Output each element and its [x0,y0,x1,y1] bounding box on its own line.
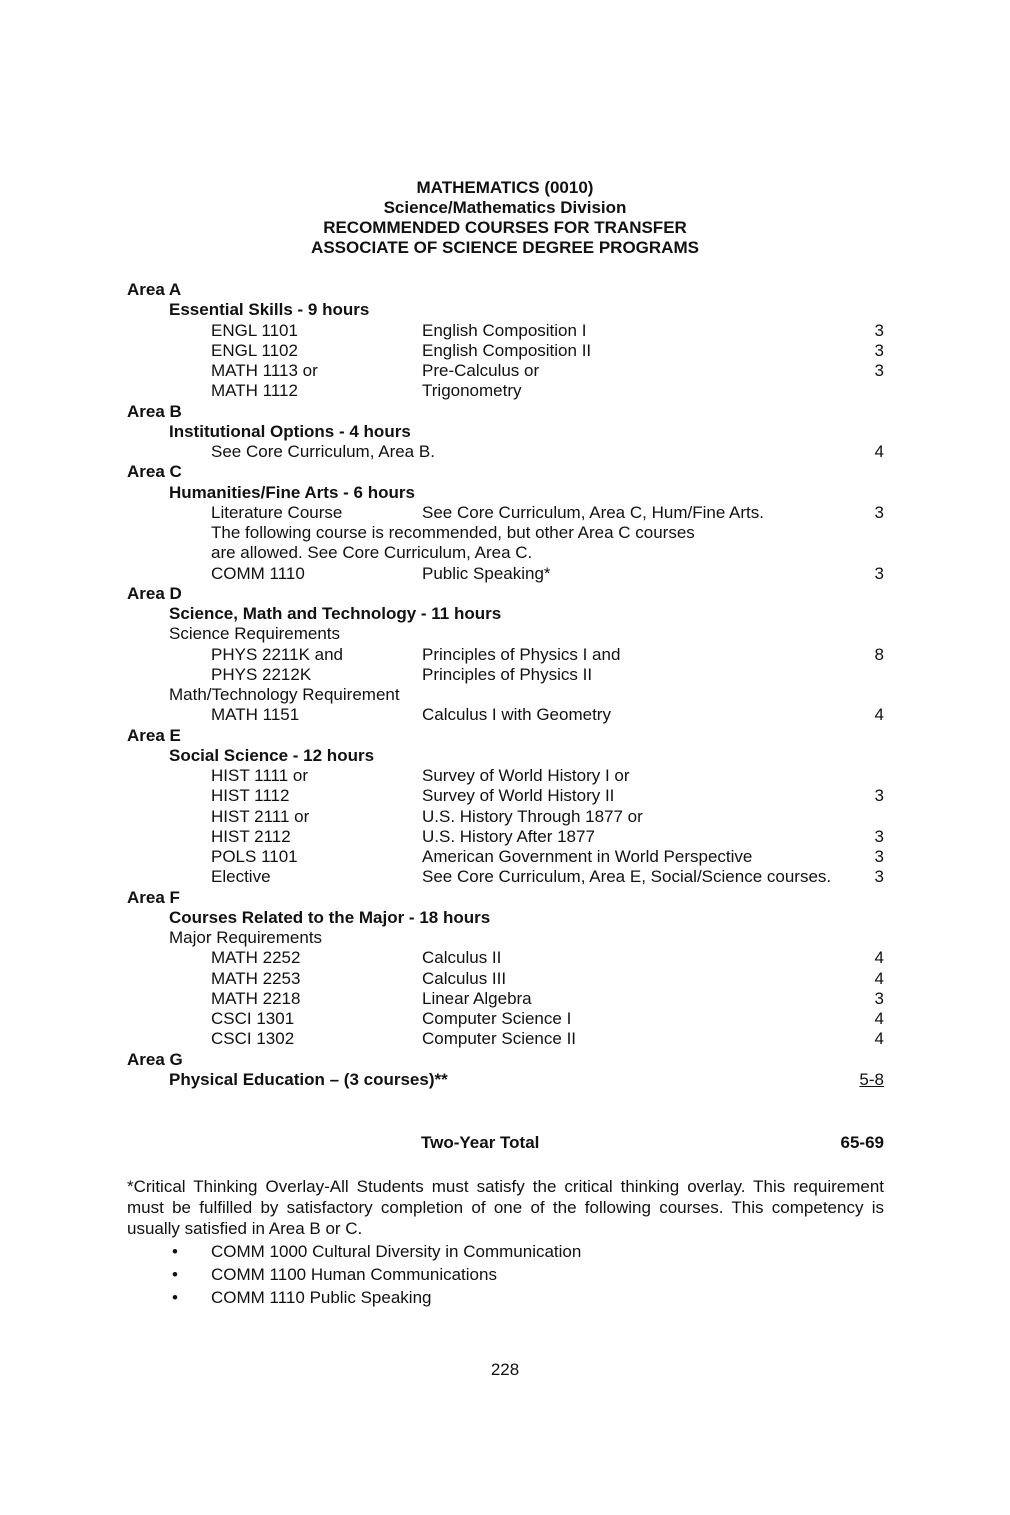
credit-hours: 8 [874,644,884,664]
credit-hours: 4 [874,948,884,968]
area-heading: Area G [127,1049,183,1069]
course-row [127,381,887,401]
course-code: Elective [211,867,271,887]
note-row [127,442,887,462]
course-row [127,867,887,887]
credit-hours: 3 [874,826,884,846]
course-row [127,361,887,381]
course-title: Computer Science I [422,1009,572,1028]
course-title: Survey of World History II [422,786,615,806]
credit-hours: 4 [874,1029,884,1049]
note-row [127,543,887,563]
bullet-icon: • [172,1265,178,1284]
bullet-icon: • [172,1242,178,1261]
credit-hours: 4 [874,968,884,988]
area-heading: Area F [127,887,180,907]
section-heading: Courses Related to the Major - 18 hours [169,907,491,927]
course-code: HIST 2111 or [211,806,310,826]
course-row [127,564,887,584]
credit-hours: 3 [874,867,884,887]
course-row [127,989,887,1009]
course-title: American Government in World Perspective [422,847,753,866]
course-code: MATH 2253 [211,968,301,988]
bullet-item [127,1240,884,1263]
course-row [127,827,887,847]
section-heading: Institutional Options - 4 hours [169,421,411,441]
credit-hours: 3 [874,847,884,866]
recommended-courses-heading: RECOMMENDED COURSES FOR TRANSFER [323,218,687,237]
credit-hours: 3 [874,340,884,360]
course-code: HIST 1111 or [211,766,309,785]
bullet-list [127,1240,884,1309]
course-title: U.S. History After 1877 [422,826,595,846]
course-title: Principles of Physics I and [422,644,621,664]
course-row [127,1009,887,1029]
credit-hours: 3 [874,320,884,340]
course-title: See Core Curriculum, Area C, Hum/Fine Arts. [422,502,765,522]
course-code: Literature Course [211,502,343,522]
total-label: Two-Year Total [421,1133,540,1152]
course-code: COMM 1110 [211,563,305,583]
two-year-total [0,1133,1010,1155]
area-heading: Area D [127,583,182,603]
credit-hours: 3 [874,563,884,583]
course-code: MATH 2218 [211,988,301,1008]
course-code: HIST 1112 [211,786,290,806]
course-code: MATH 1113 or [211,361,318,380]
course-list [127,280,887,1090]
note-row [127,523,887,543]
course-row [127,341,887,361]
bullet-text: COMM 1100 Human Communications [211,1265,497,1284]
course-title: Calculus I with Geometry [422,705,611,725]
credit-hours: 3 [874,502,884,522]
bullet-text: COMM 1000 Cultural Diversity in Communication [211,1242,582,1261]
course-title: See Core Curriculum, Area E, Social/Science courses. [422,867,832,887]
course-row [127,847,887,867]
course-code: CSCI 1301 [211,1009,295,1028]
course-row [127,786,887,806]
course-code: CSCI 1302 [211,1029,295,1049]
course-row [127,321,887,341]
credit-hours: 4 [874,442,884,461]
course-title: Public Speaking* [422,563,551,583]
total-value: 65-69 [840,1133,884,1152]
document-header [0,178,1010,258]
course-title: Pre-Calculus or [422,361,540,380]
course-code: PHYS 2211K and [211,644,343,664]
degree-programs-heading: ASSOCIATE OF SCIENCE DEGREE PROGRAMS [311,238,699,257]
note-text: The following course is recommended, but other Area C courses [211,523,695,542]
division-name: Science/Mathematics Division [383,198,627,217]
page-number: 228 [490,1360,520,1379]
section-heading-row [127,1070,887,1090]
course-code: ENGL 1102 [211,340,298,360]
requirement-label: Science Requirements [169,624,341,644]
section-heading: Physical Education – (3 courses)** [169,1069,448,1089]
bullet-icon: • [172,1288,178,1307]
course-title: Calculus III [422,968,507,988]
course-row [127,665,887,685]
course-row [127,948,887,968]
course-code: POLS 1101 [211,847,298,866]
course-title: English Composition II [422,340,592,360]
course-code: PHYS 2212K [211,664,312,684]
course-title: Principles of Physics II [422,664,593,684]
course-title: Calculus II [422,948,502,968]
course-code: MATH 1112 [211,381,298,401]
bullet-item [127,1263,884,1286]
course-row [127,766,887,786]
section-heading: Social Science - 12 hours [169,745,375,765]
credit-hours: 4 [874,1009,884,1028]
credit-hours: 3 [874,361,884,380]
section-heading: Humanities/Fine Arts - 6 hours [169,482,415,502]
course-row [127,503,887,523]
requirement-label: Math/Technology Requirement [169,685,400,704]
course-title: English Composition I [422,320,587,340]
course-title: U.S. History Through 1877 or [422,806,643,826]
area-heading: Area A [127,280,182,299]
area-heading: Area B [127,401,182,421]
program-title: MATHEMATICS (0010) [416,178,594,197]
course-row [127,705,887,725]
critical-thinking-note: *Critical Thinking Overlay-All Students must satisfy the critical thinking overlay. This requirement must be fulfilled by satisfactory completion of one of the following courses. This competency is usually satisfied in Area B or C. [127,1177,884,1238]
course-row [127,1029,887,1049]
area-heading: Area C [127,462,182,482]
course-title: Linear Algebra [422,988,532,1008]
note-text: See Core Curriculum, Area B. [211,442,435,461]
course-code: MATH 1151 [211,705,300,725]
course-row [127,969,887,989]
credit-hours: 4 [874,705,884,725]
note-text: are allowed. See Core Curriculum, Area C. [211,543,533,563]
bullet-item [127,1286,884,1309]
course-code: HIST 2112 [211,826,291,846]
credit-hours: 3 [874,786,884,806]
section-heading: Essential Skills - 9 hours [169,300,370,320]
credit-hours: 3 [874,988,884,1008]
course-row [127,807,887,827]
course-title: Survey of World History I or [422,766,630,785]
section-heading: Science, Math and Technology - 11 hours [169,604,502,623]
requirement-label: Major Requirements [169,928,323,947]
course-title: Computer Science II [422,1029,577,1049]
bullet-text: COMM 1110 Public Speaking [211,1288,432,1307]
area-heading: Area E [127,725,181,745]
course-code: ENGL 1101 [211,320,298,340]
course-row [127,645,887,665]
credit-hours: 5-8 [859,1069,884,1089]
course-title: Trigonometry [422,381,522,401]
course-code: MATH 2252 [211,948,301,968]
